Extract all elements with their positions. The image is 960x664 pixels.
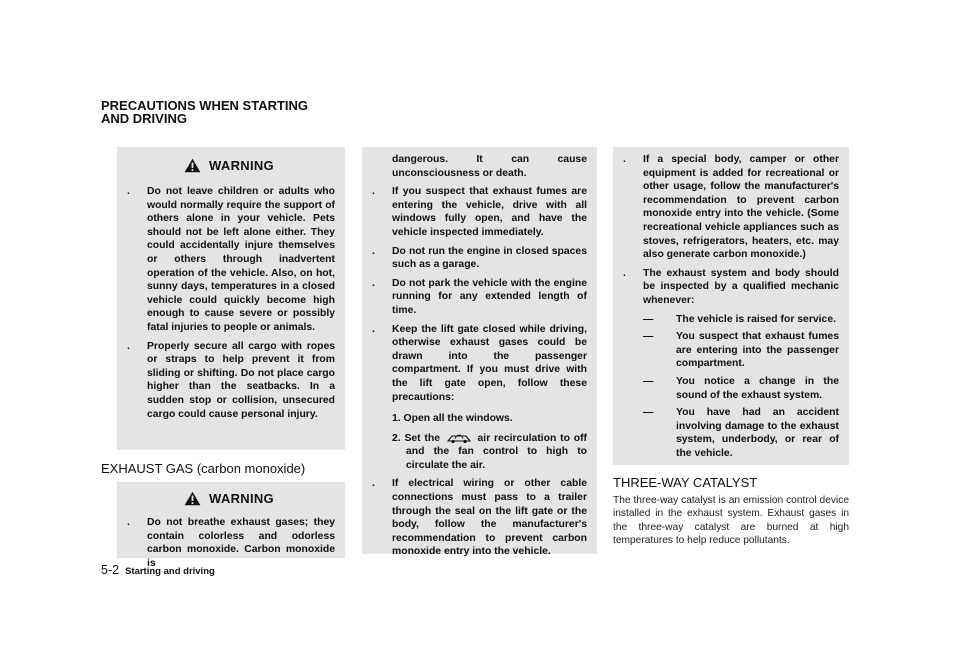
dash-item [643,330,839,371]
dash-text: The vehicle is raised for service. [676,313,836,325]
warning-triangle-icon [184,158,201,173]
warning-list-1 [123,185,335,421]
list-item [123,340,335,422]
warning-header [123,482,335,508]
page-footer [101,563,215,577]
step-2-start: 2. Set the [392,432,440,444]
bullet: . [372,245,375,257]
list-item [368,185,587,239]
bullet: . [127,186,130,197]
list-item [368,245,587,272]
list-item [619,153,839,262]
warning-triangle-icon [184,491,201,506]
step-2 [392,432,587,473]
bullet-text: If electrical wiring or other cable connections must pass to a trailer through the seal on the lift gate or the body, follow the manufacturer's recommendation to prevent carbon monoxide entry into the vehicle. [392,478,587,558]
bullet-text: Keep the lift gate closed while driving, otherwise exhaust gases could be drawn into the passenger compartment. If you must drive with the lift gate open, follow these precautions: [392,323,587,403]
dash-text: You suspect that exhaust fumes are entering into the passenger compartment. [676,331,839,370]
dash: — [643,331,654,343]
list-item [368,323,587,473]
bullet: . [372,186,375,198]
bullet: . [127,340,130,352]
footer-section-title: Starting and driving [125,566,215,577]
dash-item [643,375,839,402]
bullet-text: Do not breathe exhaust gases; they contain colorless and odorless carbon monoxide. Carbon monoxide is [147,517,335,569]
page-number: 5-2 [101,563,120,577]
bullet: . [372,277,375,289]
warning-box-2 [117,482,345,569]
steps [392,412,587,472]
bullet-text: Properly secure all cargo with ropes or straps to help prevent it from sliding or shifting. Do not place cargo higher than the seatbacks. In a sudden stop or collision, unsecured cargo could cause personal injury. [147,340,335,420]
step-1: 1. Open all the windows. [392,413,513,425]
bullet-text: The exhaust system and body should be inspected by a qualified mechanic whenever: [643,267,839,306]
dash-text: You have had an accident involving damage to the exhaust system, underbody, or rear of the vehicle. [676,407,839,459]
step-2-rest: air recirculation to off and the fan control to high to circulate the air. [406,432,587,471]
three-way-catalyst-heading: THREE-WAY CATALYST [613,475,758,490]
bullet: . [127,517,130,528]
list-item [368,277,587,318]
warning-header [123,147,335,175]
section-title-line-2: AND DRIVING [101,111,187,126]
section-title-line-1: PRECAUTIONS WHEN STARTING [101,98,309,113]
dash: — [643,375,654,387]
dash: — [643,313,654,325]
warning-box-1 [117,147,345,450]
warning-box-continued [362,147,597,558]
warning-label: WARNING [209,157,274,173]
warning-label: WARNING [209,490,274,506]
bullet-text: If you suspect that exhaust fumes are entering the vehicle, drive with all windows fully open, and have the vehicle inspected immediately. [392,186,587,238]
dash: — [643,407,654,419]
bullet-text: Do not leave children or adults who would normally require the support of others alone in your vehicle. Pets should not be left alone either. They could accidentally injure themselves or others through inadvertent operation of the vehicle. Also, on hot, sunny days, temperatures in a closed vehicle could quickly become high enough to cause severe or possibly fatal injuries to people or animals. [147,186,335,333]
exhaust-gas-heading: EXHAUST GAS (carbon monoxide) [101,461,306,476]
bullet: . [372,478,375,490]
air-recirculation-icon [446,432,472,444]
section-title [101,99,351,125]
bullet-text: Do not park the vehicle with the engine running for any extended length of time. [392,277,587,316]
bullet: . [372,323,375,335]
bullet: . [623,154,626,165]
list-item [368,477,587,559]
dash-item [643,406,839,460]
exhaust-list [368,185,587,559]
dash-list [643,313,839,461]
list-item [619,267,839,461]
catalyst-paragraph: The three-way catalyst is an emission control device installed in the exhaust system. Exhaust gases in the three-way catalyst are burned at high temperatures to help reduce pollutants. [613,495,849,547]
bullet-text: Do not run the engine in closed spaces such as a garage. [392,245,587,271]
bullet-text: If a special body, camper or other equipment is added for recreational or other usage, follow the manufacturer's recommendation to prevent carbon monoxide entry into the vehicle. (Some recreational vehicle appliances such as stoves, refrigerators, heaters, etc. may also generate carbon monoxide.) [643,154,839,261]
dash-text: You notice a change in the sound of the exhaust system. [676,375,839,401]
list-item [123,185,335,335]
continuation-text: dangerous. It can cause unconsciousness or death. [392,154,587,179]
dash-item [643,313,839,327]
warning-box-col3 [613,147,849,465]
col3-list [619,153,839,460]
bullet: . [623,267,626,279]
